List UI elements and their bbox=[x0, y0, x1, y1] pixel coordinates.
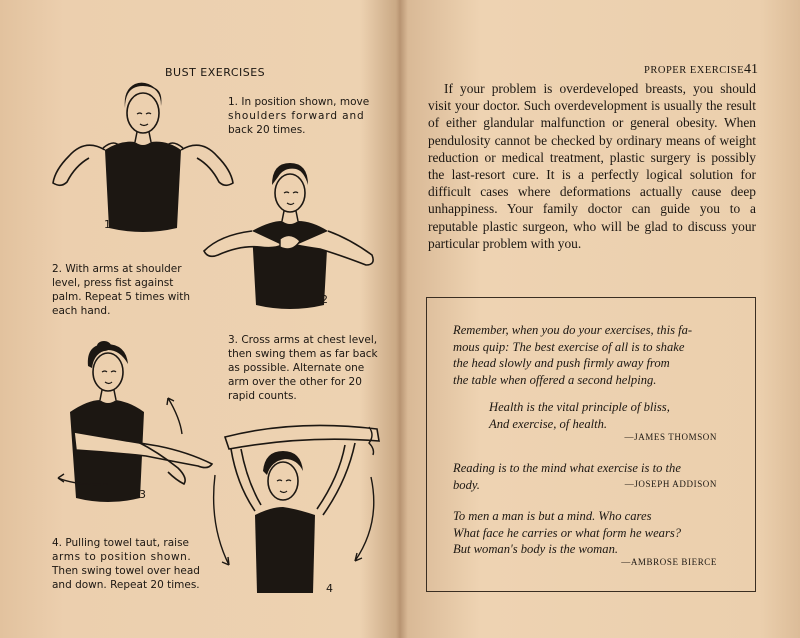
quote-line: the head slowly and push firmly away from bbox=[453, 356, 670, 370]
quote-author: —AMBROSE BIERCE bbox=[621, 557, 717, 567]
caption-line: shoulders forward and bbox=[228, 110, 365, 122]
quote-author: —JAMES THOMSON bbox=[624, 432, 717, 442]
quote-author: —JOSEPH ADDISON bbox=[624, 479, 717, 489]
figure-number-4: 4 bbox=[326, 582, 333, 595]
quote-line: Health is the vital principle of bliss, bbox=[489, 400, 670, 414]
caption-line: and down. Repeat 20 times. bbox=[52, 579, 200, 591]
caption-line: Then swing towel over head bbox=[52, 565, 200, 577]
caption-line: each hand. bbox=[52, 305, 111, 317]
caption-line: back 20 times. bbox=[228, 124, 306, 136]
quote-line: mous quip: The best exercise of all is to shake bbox=[453, 339, 685, 354]
left-page-header: BUST EXERCISES bbox=[165, 66, 266, 79]
quote-line: What face he carries or what form he wears? bbox=[453, 525, 682, 540]
caption-line: rapid counts. bbox=[228, 390, 297, 402]
caption-line: arm over the other for 20 bbox=[228, 376, 362, 388]
figure-number-2: 2 bbox=[321, 293, 328, 306]
quote-line: But woman's body is the woman. bbox=[453, 542, 619, 556]
quote-line: To men a man is but a mind. Who cares bbox=[453, 509, 652, 523]
exercise-4-caption bbox=[52, 536, 200, 592]
quote-bierce bbox=[453, 508, 681, 558]
quote-thomson bbox=[489, 399, 670, 432]
exercise-1-caption bbox=[228, 95, 369, 137]
exercise-3-caption bbox=[228, 333, 378, 403]
caption-line: palm. Repeat 5 times with bbox=[52, 291, 191, 303]
caption-line: as possible. Alternate one bbox=[228, 362, 365, 374]
quote-box bbox=[426, 297, 756, 592]
body-paragraph: If your problem is overdeveloped breasts, you should visit your doctor. Such overdevelopment is usually the result of either glandular malfunction or general obesity. When pendulosity cannot be checked by ordinary means of weight reduction or medical treatment, plastic surgery is possibly the last-resort cure. It is a perfectly logical solution for difficult cases where deformations actually cause deep unhappiness. Your family doctor can guide you to a reputable plastic surgeon, who will be glad to discuss your particular problem with you. bbox=[428, 81, 756, 251]
exercise-2-caption bbox=[52, 262, 190, 318]
caption-line: then swing them as far back bbox=[228, 348, 378, 360]
quote-intro bbox=[453, 322, 692, 388]
quote-line: the table when offered a second helping. bbox=[453, 372, 657, 387]
caption-line: 2. With arms at shoulder bbox=[52, 263, 182, 275]
right-page-header: PROPER EXERCISE bbox=[644, 65, 744, 76]
exercise-2-illustration bbox=[200, 155, 380, 315]
page-number: 41 bbox=[744, 62, 758, 77]
figure-number-1: 1 bbox=[104, 218, 111, 231]
exercise-3-illustration bbox=[48, 338, 223, 508]
quote-line: Reading is to the mind what exercise is to the bbox=[453, 461, 681, 475]
left-page bbox=[0, 0, 398, 638]
quote-line: Remember, when you do your exercises, this fa- bbox=[453, 323, 693, 337]
figure-number-3: 3 bbox=[139, 488, 146, 501]
quote-line: And exercise, of health. bbox=[489, 416, 608, 431]
right-page bbox=[402, 0, 800, 638]
exercise-4-illustration bbox=[205, 415, 385, 595]
caption-line: level, press fist against bbox=[52, 277, 174, 289]
quote-line: body. bbox=[453, 477, 480, 492]
caption-line: arms to position shown. bbox=[52, 551, 192, 563]
caption-line: 3. Cross arms at chest level, bbox=[228, 334, 378, 346]
caption-line: 4. Pulling towel taut, raise bbox=[52, 537, 190, 549]
caption-line: 1. In position shown, move bbox=[228, 96, 370, 108]
